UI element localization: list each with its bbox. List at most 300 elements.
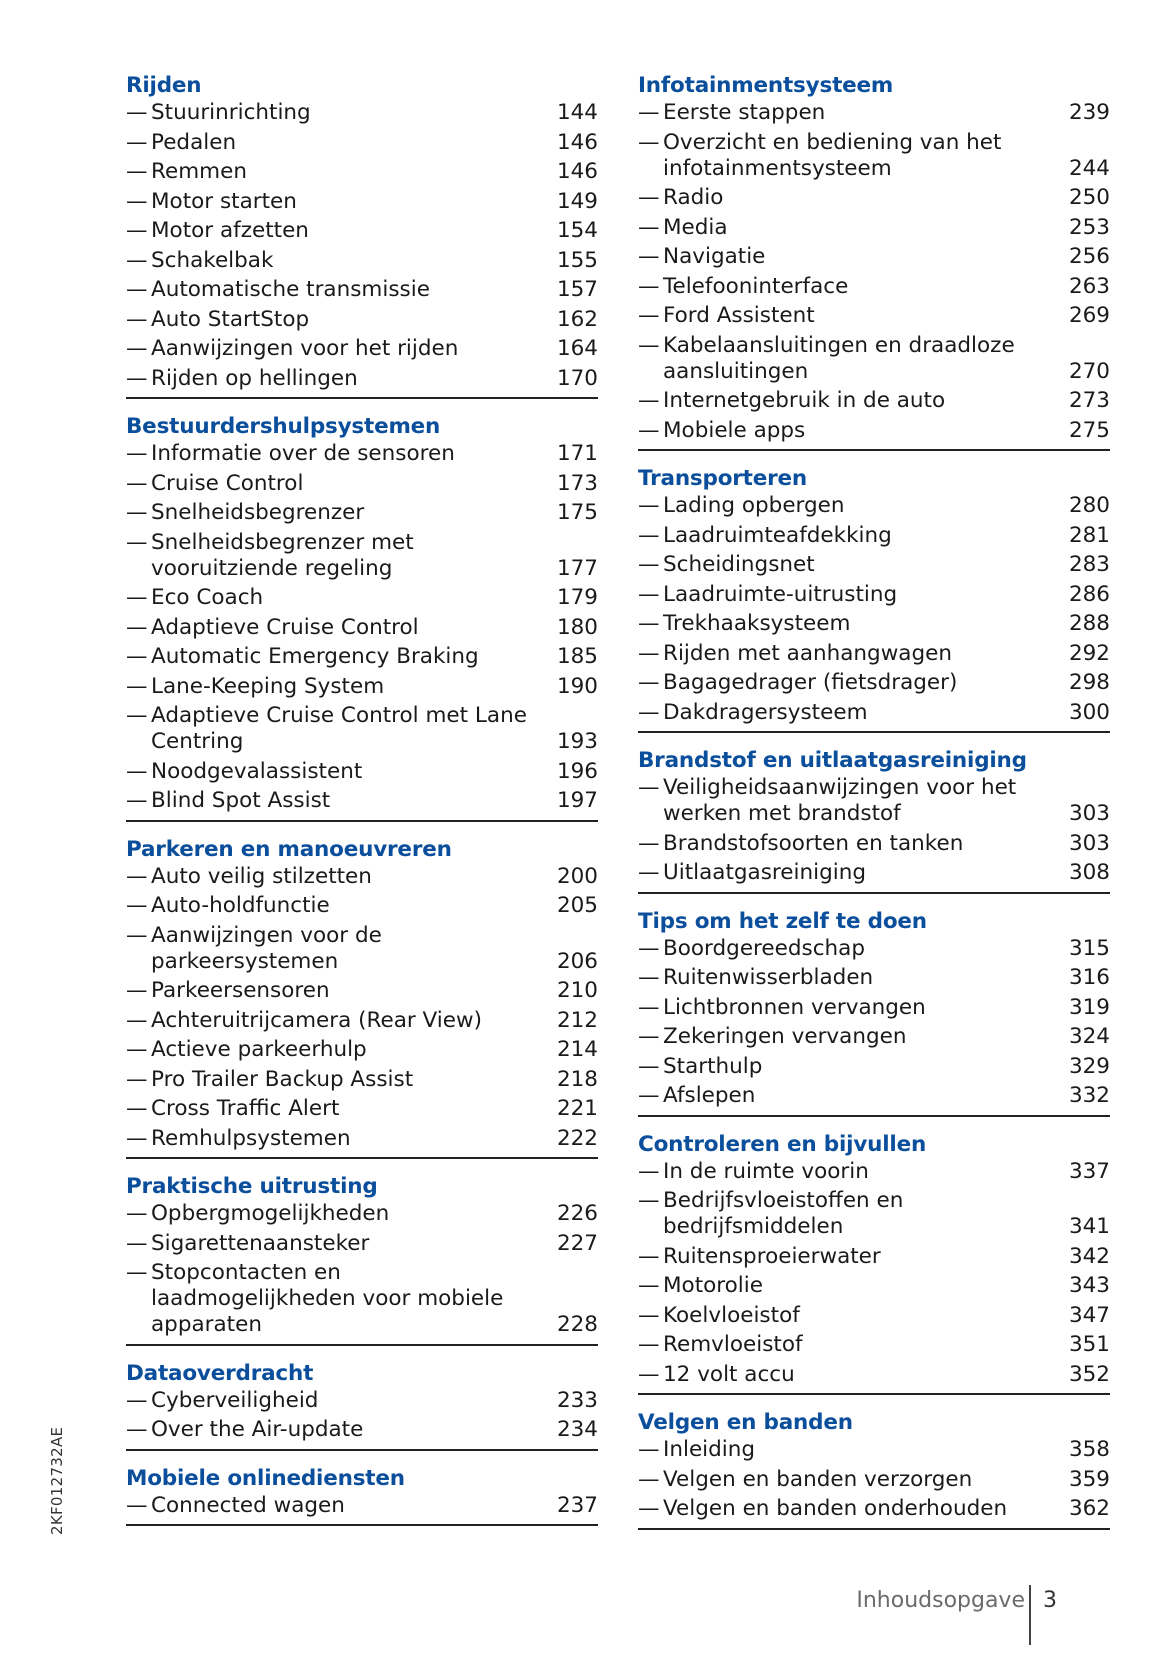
entry-dash: —	[638, 1024, 660, 1049]
entry-page-number: 144	[556, 100, 598, 125]
entry-page-number: 308	[1068, 860, 1110, 885]
entry-title: Schakelbak	[151, 247, 274, 273]
toc-entry[interactable]	[126, 585, 598, 611]
entry-page-number: 263	[1068, 273, 1110, 299]
toc-entry[interactable]	[638, 700, 1110, 726]
toc-entry[interactable]	[638, 552, 1110, 578]
entry-page-number: 273	[1068, 388, 1110, 413]
toc-entry[interactable]	[126, 978, 598, 1004]
entry-dash: —	[126, 306, 148, 332]
toc-entry[interactable]	[638, 1467, 1110, 1493]
toc-entry[interactable]	[126, 530, 598, 582]
entry-page-number: 162	[556, 306, 598, 332]
toc-entry[interactable]	[638, 965, 1110, 991]
entry-dash: —	[126, 441, 148, 466]
entry-title: Dakdragersysteem	[663, 699, 868, 725]
entry-title: Zekeringen vervangen	[663, 1024, 907, 1049]
entry-dash: —	[638, 1243, 660, 1269]
toc-entry[interactable]	[126, 1260, 598, 1338]
entry-page-number: 222	[556, 1125, 598, 1151]
section-heading[interactable]: Parkeren en manoeuvreren	[126, 836, 452, 862]
toc-section	[638, 72, 1110, 451]
entry-title: Veiligheidsaanwijzingen voor het werken met brandstof	[663, 775, 1017, 826]
entry-title: Motor starten	[151, 188, 297, 214]
entry-title: Ruitenwisserbladen	[663, 965, 874, 990]
entry-page-number: 154	[556, 218, 598, 243]
entry-title: Sigarettenaansteker	[151, 1230, 370, 1256]
entry-page-number: 170	[556, 365, 598, 391]
entry-page-number: 146	[556, 159, 598, 184]
entry-title: Adaptieve Cruise Control	[151, 614, 419, 640]
toc-section	[638, 1409, 1110, 1530]
toc-entry[interactable]	[638, 1244, 1110, 1270]
entry-page-number: 212	[556, 1007, 598, 1033]
toc-entry[interactable]	[638, 185, 1110, 211]
entry-title: Remvloeistof	[663, 1332, 803, 1357]
toc-entry[interactable]	[126, 100, 598, 126]
entry-page-number: 228	[556, 1312, 598, 1337]
entry-dash: —	[638, 1302, 660, 1328]
toc-entry[interactable]	[126, 441, 598, 467]
entry-dash: —	[126, 978, 148, 1003]
toc-entry[interactable]	[126, 1037, 598, 1063]
entry-page-number: 343	[1068, 1273, 1110, 1298]
entry-page-number: 206	[556, 948, 598, 974]
entry-page-number: 303	[1068, 801, 1110, 826]
entry-title: Inleiding	[663, 1437, 756, 1462]
toc-entry[interactable]	[638, 1362, 1110, 1388]
toc-entry[interactable]	[126, 788, 598, 814]
entry-dash: —	[638, 670, 660, 695]
entry-page-number: 342	[1068, 1243, 1110, 1269]
toc-entry[interactable]	[638, 100, 1110, 126]
entry-page-number: 269	[1068, 303, 1110, 328]
entry-title: Lading opbergen	[663, 493, 845, 518]
toc-entry[interactable]	[126, 500, 598, 526]
entry-dash: —	[638, 332, 660, 358]
footer-divider	[1029, 1585, 1031, 1645]
entry-title: Remhulpsystemen	[151, 1125, 351, 1151]
entry-dash: —	[638, 388, 660, 413]
toc-section	[638, 1131, 1110, 1396]
toc-entry[interactable]	[638, 418, 1110, 444]
entry-title: Ford Assistent	[663, 303, 815, 328]
toc-entry[interactable]	[638, 995, 1110, 1021]
toc-entry[interactable]	[638, 670, 1110, 696]
entry-page-number: 288	[1068, 611, 1110, 636]
entry-dash: —	[638, 100, 660, 125]
entry-title: Velgen en banden verzorgen	[663, 1466, 973, 1492]
toc-entry[interactable]	[638, 493, 1110, 519]
toc-section	[126, 72, 598, 399]
entry-dash: —	[638, 581, 660, 607]
entry-dash: —	[126, 529, 148, 555]
entry-title: Velgen en banden onderhouden	[663, 1496, 1008, 1521]
toc-entry[interactable]	[126, 336, 598, 362]
toc-entry[interactable]	[638, 1303, 1110, 1329]
entry-page-number: 352	[1068, 1361, 1110, 1387]
toc-entry[interactable]	[638, 388, 1110, 414]
toc-entry[interactable]	[126, 1388, 598, 1414]
toc-entry[interactable]	[638, 303, 1110, 329]
toc-entry[interactable]	[126, 471, 598, 497]
section-heading[interactable]: Brandstof en uitlaatgasreiniging	[638, 748, 1027, 773]
entry-page-number: 347	[1068, 1302, 1110, 1328]
entry-title: Auto-holdfunctie	[151, 893, 330, 918]
toc-right-column	[638, 72, 1110, 1544]
entry-dash: —	[638, 1273, 660, 1298]
entry-page-number: 227	[556, 1230, 598, 1256]
entry-title: Radio	[663, 185, 724, 210]
toc-entry[interactable]	[638, 860, 1110, 886]
entry-title: Laadruimteafdekking	[663, 522, 892, 548]
toc-entry[interactable]	[126, 759, 598, 785]
entry-dash: —	[638, 935, 660, 961]
toc-section	[638, 908, 1110, 1117]
entry-page-number: 286	[1068, 581, 1110, 607]
entry-dash: —	[638, 1496, 660, 1521]
entry-page-number: 237	[556, 1492, 598, 1518]
entry-page-number: 280	[1068, 493, 1110, 518]
entry-page-number: 324	[1068, 1024, 1110, 1049]
toc-entry[interactable]	[638, 936, 1110, 962]
entry-dash: —	[126, 614, 148, 640]
entry-title: Media	[663, 214, 728, 240]
entry-title: Actieve parkeerhulp	[151, 1037, 367, 1062]
toc-entry[interactable]	[638, 1054, 1110, 1080]
entry-dash: —	[126, 500, 148, 525]
entry-title: Koelvloeistof	[663, 1302, 800, 1328]
entry-title: Bagagedrager (fietsdrager)	[663, 670, 958, 695]
toc-entry[interactable]	[638, 582, 1110, 608]
toc-entry[interactable]	[638, 775, 1110, 827]
entry-page-number: 157	[556, 277, 598, 302]
entry-dash: —	[638, 611, 660, 636]
entry-title: Trekhaaksysteem	[663, 611, 851, 636]
entry-page-number: 300	[1068, 699, 1110, 725]
document-code: 2KF012732AE	[48, 1426, 66, 1535]
entry-dash: —	[126, 100, 148, 125]
entry-title: Cyberveiligheid	[151, 1387, 319, 1413]
entry-title: Lichtbronnen vervangen	[663, 994, 926, 1020]
toc-section	[638, 465, 1110, 733]
section-heading[interactable]: Mobiele onlinediensten	[126, 1465, 405, 1491]
entry-page-number: 359	[1068, 1466, 1110, 1492]
entry-dash: —	[638, 640, 660, 666]
toc-entry[interactable]	[638, 1437, 1110, 1463]
entry-page-number: 244	[1068, 155, 1110, 181]
entry-dash: —	[638, 1332, 660, 1357]
entry-title: Rijden met aanhangwagen	[663, 640, 952, 666]
entry-page-number: 173	[556, 470, 598, 496]
section-heading[interactable]: Controleren en bijvullen	[638, 1131, 927, 1157]
entry-title: Navigatie	[663, 244, 766, 269]
toc-left-column	[126, 72, 598, 1540]
entry-page-number: 256	[1068, 244, 1110, 269]
toc-entry[interactable]	[638, 274, 1110, 300]
entry-title: Automatic Emergency Braking	[151, 644, 479, 669]
toc-entry[interactable]	[126, 923, 598, 975]
entry-title: Remmen	[151, 159, 247, 184]
entry-page-number: 177	[556, 555, 598, 581]
entry-page-number: 253	[1068, 214, 1110, 240]
entry-title: Brandstofsoorten en tanken	[663, 830, 964, 856]
entry-page-number: 185	[556, 644, 598, 669]
entry-dash: —	[638, 244, 660, 269]
entry-title: Informatie over de sensoren	[151, 441, 455, 466]
toc-entry[interactable]	[638, 1188, 1110, 1240]
entry-page-number: 239	[1068, 100, 1110, 125]
entry-dash: —	[126, 247, 148, 273]
entry-title: Noodgevalassistent	[151, 758, 363, 784]
toc-section	[126, 836, 598, 1160]
entry-dash: —	[126, 673, 148, 699]
entry-dash: —	[126, 1417, 148, 1442]
entry-dash: —	[126, 788, 148, 813]
entry-title: Mobiele apps	[663, 417, 806, 443]
entry-page-number: 214	[556, 1037, 598, 1062]
entry-page-number: 234	[556, 1417, 598, 1442]
entry-title: Snelheidsbegrenzer met vooruitziende regeling	[151, 529, 414, 581]
toc-section	[126, 1360, 598, 1451]
entry-page-number: 218	[556, 1066, 598, 1092]
entry-title: Telefooninterface	[663, 273, 849, 299]
toc-section	[126, 1465, 598, 1527]
entry-page-number: 175	[556, 500, 598, 525]
section-heading[interactable]: Dataoverdracht	[126, 1360, 314, 1386]
entry-page-number: 164	[556, 336, 598, 361]
entry-page-number: 250	[1068, 185, 1110, 210]
entry-title: Snelheidsbegrenzer	[151, 500, 365, 525]
entry-title: In de ruimte voorin	[663, 1158, 869, 1184]
toc-entry[interactable]	[126, 277, 598, 303]
toc-entry[interactable]	[126, 307, 598, 333]
entry-dash: —	[126, 188, 148, 214]
entry-dash: —	[126, 1066, 148, 1092]
entry-dash: —	[126, 703, 148, 728]
entry-title: Scheidingsnet	[663, 552, 815, 577]
entry-title: Rijden op hellingen	[151, 365, 358, 391]
toc-entry[interactable]	[638, 244, 1110, 270]
entry-dash: —	[126, 1230, 148, 1256]
entry-page-number: 270	[1068, 358, 1110, 384]
entry-page-number: 226	[556, 1201, 598, 1226]
toc-entry[interactable]	[126, 248, 598, 274]
toc-entry[interactable]	[126, 1493, 598, 1519]
entry-dash: —	[126, 129, 148, 155]
toc-entry[interactable]	[126, 189, 598, 215]
entry-dash: —	[638, 129, 660, 155]
entry-title: Aanwijzingen voor het rijden	[151, 336, 459, 361]
entry-title: Motor afzetten	[151, 218, 309, 243]
entry-page-number: 332	[1068, 1083, 1110, 1108]
entry-title: Stuurinrichting	[151, 100, 311, 125]
toc-section	[638, 747, 1110, 894]
entry-dash: —	[638, 830, 660, 856]
entry-dash: —	[638, 493, 660, 518]
entry-dash: —	[638, 775, 660, 800]
entry-dash: —	[638, 1158, 660, 1184]
entry-dash: —	[638, 860, 660, 885]
entry-title: Over the Air-update	[151, 1417, 364, 1442]
entry-title: Parkeersensoren	[151, 978, 330, 1003]
entry-dash: —	[126, 1096, 148, 1121]
toc-entry[interactable]	[126, 674, 598, 700]
toc-entry[interactable]	[126, 159, 598, 185]
entry-dash: —	[638, 1466, 660, 1492]
toc-entry[interactable]	[126, 130, 598, 156]
section-heading[interactable]: Praktische uitrusting	[126, 1174, 378, 1199]
toc-entry[interactable]	[126, 1417, 598, 1443]
entry-page-number: 362	[1068, 1496, 1110, 1521]
entry-dash: —	[638, 965, 660, 990]
toc-entry[interactable]	[126, 366, 598, 392]
entry-title: Uitlaatgasreiniging	[663, 860, 866, 885]
entry-title: Starthulp	[663, 1053, 763, 1079]
entry-dash: —	[126, 585, 148, 610]
entry-title: Eerste stappen	[663, 100, 826, 125]
entry-dash: —	[126, 365, 148, 391]
entry-page-number: 292	[1068, 640, 1110, 666]
toc-entry[interactable]	[126, 218, 598, 244]
entry-dash: —	[126, 893, 148, 918]
entry-title: Automatische transmissie	[151, 277, 430, 302]
toc-entry[interactable]	[126, 1008, 598, 1034]
entry-page-number: 210	[556, 978, 598, 1003]
entry-page-number: 196	[556, 758, 598, 784]
toc-entry[interactable]	[638, 1496, 1110, 1522]
section-heading[interactable]: Rijden	[126, 73, 202, 98]
entry-dash: —	[638, 699, 660, 725]
entry-title: Kabelaansluitingen en draadloze aansluitingen	[663, 332, 1015, 384]
toc-entry[interactable]	[126, 644, 598, 670]
entry-dash: —	[126, 159, 148, 184]
toc-entry[interactable]	[126, 1126, 598, 1152]
entry-dash: —	[126, 922, 148, 948]
entry-page-number: 200	[556, 863, 598, 889]
entry-page-number: 205	[556, 893, 598, 918]
entry-page-number: 337	[1068, 1158, 1110, 1184]
entry-dash: —	[126, 1037, 148, 1062]
entry-title: Lane-Keeping System	[151, 673, 385, 699]
entry-dash: —	[126, 1387, 148, 1413]
entry-dash: —	[638, 1083, 660, 1108]
toc-entry[interactable]	[126, 1201, 598, 1227]
toc-entry[interactable]	[126, 1096, 598, 1122]
entry-title: Connected wagen	[151, 1492, 345, 1518]
entry-title: Achteruitrijcamera (Rear View)	[151, 1007, 482, 1033]
toc-section	[126, 413, 598, 822]
entry-title: Bedrijfsvloeistoffen en bedrijfsmiddelen	[663, 1188, 904, 1239]
entry-title: Internetgebruik in de auto	[663, 388, 946, 413]
toc-entry[interactable]	[638, 333, 1110, 385]
entry-title: Pro Trailer Backup Assist	[151, 1066, 414, 1092]
entry-page-number: 315	[1068, 935, 1110, 961]
entry-dash: —	[126, 644, 148, 669]
entry-page-number: 179	[556, 585, 598, 610]
toc-entry[interactable]	[638, 611, 1110, 637]
entry-page-number: 298	[1068, 670, 1110, 695]
toc-section	[126, 1173, 598, 1346]
toc-entry[interactable]	[638, 1083, 1110, 1109]
entry-dash: —	[126, 218, 148, 243]
entry-page-number: 180	[556, 614, 598, 640]
entry-page-number: 316	[1068, 965, 1110, 990]
entry-page-number: 197	[556, 788, 598, 813]
toc-entry[interactable]	[638, 1273, 1110, 1299]
entry-title: Blind Spot Assist	[151, 788, 331, 813]
toc-entry[interactable]	[638, 641, 1110, 667]
entry-title: Auto veilig stilzetten	[151, 863, 372, 889]
toc-entry[interactable]	[638, 1024, 1110, 1050]
entry-dash: —	[126, 1260, 148, 1285]
entry-page-number: 221	[556, 1096, 598, 1121]
section-heading[interactable]: Velgen en banden	[638, 1410, 853, 1435]
entry-page-number: 171	[556, 441, 598, 466]
entry-dash: —	[638, 417, 660, 443]
entry-title: 12 volt accu	[663, 1361, 795, 1387]
page-number: 3	[1043, 1588, 1057, 1613]
section-heading[interactable]: Tips om het zelf te doen	[638, 908, 927, 934]
section-heading[interactable]: Bestuurdershulpsystemen	[126, 414, 441, 439]
toc-entry[interactable]	[126, 703, 598, 755]
entry-title: Stopcontacten en laadmogelijkheden voor mobiele apparaten	[151, 1260, 504, 1337]
entry-page-number: 341	[1068, 1214, 1110, 1239]
toc-entry[interactable]	[638, 215, 1110, 241]
entry-title: Laadruimte-uitrusting	[663, 581, 898, 607]
toc-entry[interactable]	[126, 864, 598, 890]
toc-entry[interactable]	[126, 615, 598, 641]
entry-page-number: 275	[1068, 417, 1110, 443]
entry-dash: —	[126, 336, 148, 361]
entry-dash: —	[126, 758, 148, 784]
toc-entry[interactable]	[638, 1332, 1110, 1358]
entry-dash: —	[638, 303, 660, 328]
entry-dash: —	[638, 214, 660, 240]
toc-entry[interactable]	[126, 1231, 598, 1257]
entry-page-number: 149	[556, 188, 598, 214]
entry-title: Afslepen	[663, 1083, 756, 1108]
entry-title: Opbergmogelijkheden	[151, 1201, 390, 1226]
entry-dash: —	[638, 1053, 660, 1079]
entry-page-number: 283	[1068, 552, 1110, 577]
entry-title: Eco Coach	[151, 585, 264, 610]
entry-page-number: 329	[1068, 1053, 1110, 1079]
toc-entry[interactable]	[638, 831, 1110, 857]
entry-title: Overzicht en bediening van het infotainmentsysteem	[663, 129, 1002, 181]
entry-title: Adaptieve Cruise Control met Lane Centring	[151, 703, 527, 754]
entry-dash: —	[126, 1201, 148, 1226]
entry-page-number: 233	[556, 1387, 598, 1413]
entry-dash: —	[638, 552, 660, 577]
entry-dash: —	[126, 1125, 148, 1151]
toc-entry[interactable]	[638, 523, 1110, 549]
toc-entry[interactable]	[638, 1159, 1110, 1185]
toc-entry[interactable]	[126, 1067, 598, 1093]
entry-title: Aanwijzingen voor de parkeersystemen	[151, 922, 382, 974]
entry-page-number: 155	[556, 247, 598, 273]
entry-title: Ruitensproeierwater	[663, 1243, 881, 1269]
entry-page-number: 358	[1068, 1437, 1110, 1462]
entry-dash: —	[638, 1437, 660, 1462]
entry-dash: —	[126, 1007, 148, 1033]
toc-entry[interactable]	[638, 130, 1110, 182]
entry-dash: —	[638, 185, 660, 210]
section-heading[interactable]: Transporteren	[638, 466, 808, 491]
section-heading[interactable]: Infotainmentsysteem	[638, 73, 894, 98]
footer-section-label: Inhoudsopgave	[856, 1588, 1025, 1613]
toc-entry[interactable]	[126, 893, 598, 919]
